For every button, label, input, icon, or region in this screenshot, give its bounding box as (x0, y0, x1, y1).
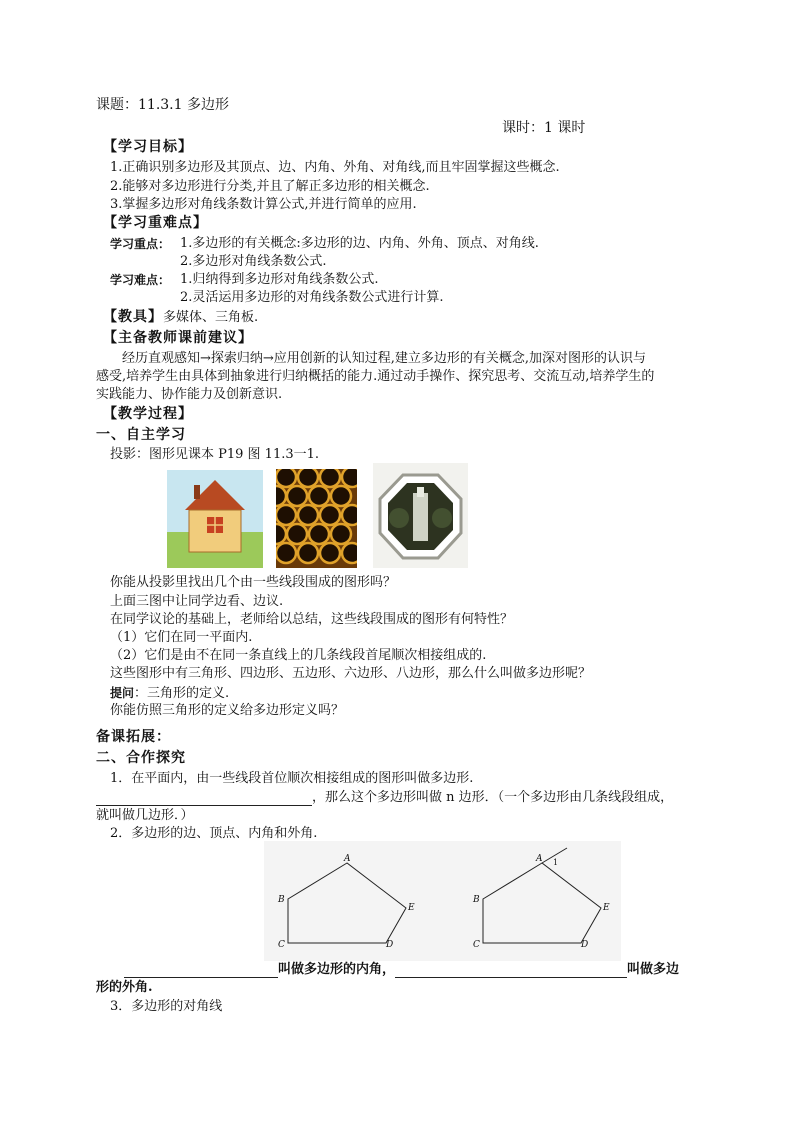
keypoints-heading: 【学习重难点】 (103, 215, 208, 231)
advice-line: 经历直观感知→探索归纳→应用创新的认知过程,建立多边形的有关概念,加深对图形的认识与 (122, 351, 647, 366)
vertex-label-d: D (386, 940, 394, 950)
process-line: 这些图形中有三角形、四边形、五边形、六边形、八边形，那么什么叫做多边形呢？ (110, 666, 592, 681)
interior-pentagon (288, 863, 406, 943)
tools-heading: 【教具】 (103, 309, 163, 325)
difficulty-label: 学习难点： (110, 273, 171, 287)
process-question: 你能仿照三角形的定义给多边形定义吗？ (110, 703, 345, 718)
item1-tail: ，那么这个多边形叫做 n 边形．（一个多边形由几条线段组成， (312, 790, 674, 805)
item2-line: 2．多边形的边、顶点、内角和外角. (110, 826, 318, 841)
hint-text: ：三角形的定义. (134, 686, 230, 701)
process-line: 上面三图中让同学边看、边议. (110, 594, 284, 609)
honeycomb-photo (276, 469, 357, 568)
process-heading: 【教学过程】 (103, 406, 193, 422)
vertex-label-e: E (603, 903, 610, 913)
vertex-label-b: B (278, 895, 285, 905)
vertex-label-a: A (536, 854, 543, 864)
objective-item: 2.能够对多边形进行分类,并且了解正多边形的相关概念. (110, 179, 430, 194)
focus-label: 学习重点： (110, 237, 171, 251)
vertex-label-b: B (473, 895, 480, 905)
section2-heading: 二、合作探究 (96, 750, 186, 766)
process-line: （2）它们是由不在同一条直线上的几条线段首尾顺次相接组成的. (110, 648, 487, 663)
section1-heading: 一、自主学习 (96, 427, 186, 443)
blank-field[interactable] (395, 963, 627, 978)
item1-line: 1．在平面内，由一些线段首位顺次相接组成的图形叫做多边形. (110, 771, 474, 786)
hint-line (110, 685, 229, 702)
objective-item: 1.正确识别多边形及其顶点、边、内角、外角、对角线,而且牢固掌握这些概念. (110, 160, 560, 175)
blank-field[interactable] (96, 791, 312, 806)
tools-text: 多媒体、三角板. (163, 310, 259, 325)
angle-label-1: 1 (553, 858, 559, 867)
vertex-label-c: C (278, 940, 285, 950)
process-line: 你能从投影里找出几个由一些线段围成的图形吗？ (110, 575, 397, 590)
focus-item: 2.多边形对角线条数公式. (180, 254, 327, 269)
difficulty-item: 1.归纳得到多边形对角线条数公式. (180, 272, 379, 287)
tools-line (103, 309, 258, 326)
projection-line: 投影：图形见课本 P19 图 11.3一1. (110, 447, 320, 462)
interior-angle-text: 叫做多边形的内角， (278, 962, 396, 977)
hint-label: 提问 (110, 686, 135, 700)
vertex-label-a: A (344, 854, 351, 864)
advice-line: 实践能力、协作能力及创新意识. (96, 387, 283, 402)
advice-line: 感受,培养学生由具体到抽象进行归纳概括的能力.通过动手操作、探究思考、交流互动,培养学生的 (96, 369, 655, 384)
item1-continuation (96, 790, 673, 806)
polygon-figure (264, 841, 621, 961)
exterior-angle-tail: 形的外角. (96, 980, 153, 995)
process-line: 在同学议论的基础上，老师给以总结，这些线段围成的图形有何特性？ (110, 612, 514, 627)
difficulty-item: 2.灵活运用多边形的对角线条数公式进行计算. (180, 290, 444, 305)
house-photo (167, 470, 263, 568)
vertex-label-e: E (408, 903, 415, 913)
octagon-window-photo (373, 463, 468, 568)
focus-item: 1.多边形的有关概念:多边形的边、内角、外角、顶点、对角线. (180, 236, 539, 251)
advice-heading: 【主备教师课前建议】 (103, 330, 253, 346)
process-line: （1）它们在同一平面内. (110, 630, 253, 645)
item1-end: 就叫做几边形．） (96, 808, 194, 823)
extension-heading: 备课拓展： (96, 729, 171, 745)
objectives-heading: 【学习目标】 (103, 139, 193, 155)
vertex-label-d: D (581, 940, 589, 950)
blank-field[interactable] (124, 963, 278, 978)
exterior-angle-text: 叫做多边 (627, 962, 680, 977)
objective-item: 3.掌握多边形对角线条数计算公式,并进行简单的应用. (110, 197, 417, 212)
item3-line: 3．多边形的对角线 (110, 999, 223, 1014)
blank-angle-line (124, 962, 679, 978)
lesson-period: 课时：1 课时 (502, 120, 586, 136)
lesson-title: 课题：11.3.1 多边形 (96, 97, 229, 113)
vertex-label-c: C (473, 940, 480, 950)
